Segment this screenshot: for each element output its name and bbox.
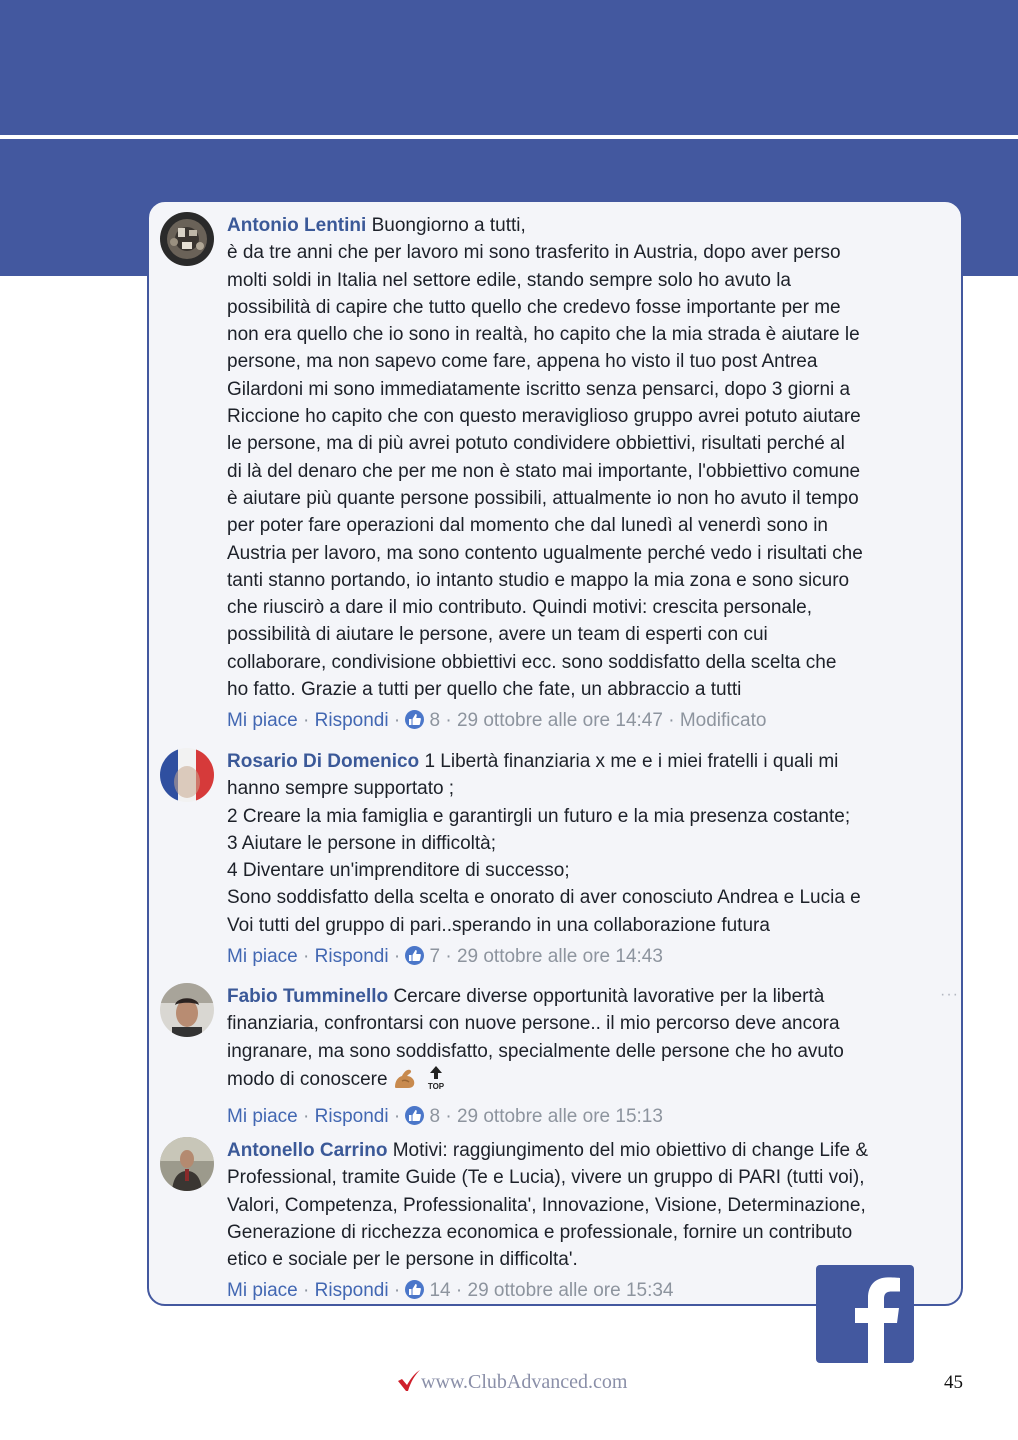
comment-text: Voi tutti del gruppo di pari..sperando in una collaborazione futura bbox=[227, 914, 770, 936]
comment-text: Cercare diverse opportunità lavorative per la libertà bbox=[393, 986, 825, 1007]
separator: · bbox=[668, 710, 675, 732]
timestamp[interactable]: 29 ottobre alle ore 14:43 bbox=[456, 946, 663, 968]
separator: · bbox=[303, 1280, 310, 1302]
comment-text: Buongiorno a tutti, bbox=[371, 215, 526, 236]
author-name[interactable]: Fabio Tumminello bbox=[227, 986, 389, 1007]
comment-text: Austria per lavoro, ma sono contento ugualmente perché vedo i risultati che bbox=[227, 542, 863, 564]
comment-text: tanti stanno portando, io intanto studio e mappo la mia zona e sono sicuro bbox=[227, 569, 850, 591]
author-name[interactable]: Antonio Lentini bbox=[227, 215, 367, 236]
separator: · bbox=[303, 946, 310, 968]
comment-text: Valori, Competenza, Professionalita', Innovazione, Visione, Determinazione, bbox=[227, 1194, 866, 1216]
footer-url-text[interactable]: www.ClubAdvanced.com bbox=[421, 1371, 628, 1393]
like-button[interactable]: Mi piace bbox=[227, 710, 298, 732]
comment-body bbox=[227, 748, 939, 970]
comment-text: Generazione di ricchezza economica e professionale, fornire un contributo bbox=[227, 1221, 853, 1243]
avatar[interactable] bbox=[160, 983, 214, 1037]
comment-text: Gilardoni mi sono immediatamente iscritto senza pensarci, dopo 3 giorni a bbox=[227, 378, 851, 400]
comment-text: modo di conoscere bbox=[227, 1068, 388, 1090]
comment-text: non era quello che io sono in realtà, ho capito che la mia strada è aiutare le bbox=[227, 324, 860, 346]
comment-text: che riuscirò a dare il mio contributo. Quindi motivi: crescita personale, bbox=[227, 597, 813, 619]
comment-body bbox=[227, 983, 939, 1130]
comment-text: possibilità di aiutare le persone, avere un team di esperti con cui bbox=[227, 624, 768, 646]
comment-text: 2 Creare la mia famiglia e garantirgli un futuro e la mia presenza costante; bbox=[227, 805, 851, 827]
comment-text: 1 Libertà finanziaria x me e i miei fratelli i quali mi bbox=[424, 751, 839, 772]
like-button[interactable]: Mi piace bbox=[227, 1280, 298, 1302]
comment-text: di là del denaro che per me non è stato mai importante, l'obbiettivo comune bbox=[227, 460, 861, 482]
comment-text: molti soldi in Italia nel settore edile, stando sempre solo ho avuto la bbox=[227, 269, 791, 291]
comment-text: collaborare, condivisione obbiettivi ecc. sono soddisfatto della scelta che bbox=[227, 651, 837, 673]
comment-text: 4 Diventare un'imprenditore di successo; bbox=[227, 860, 570, 882]
avatar[interactable] bbox=[160, 212, 214, 266]
more-options-icon[interactable]: ··· bbox=[940, 986, 959, 1003]
like-icon[interactable] bbox=[405, 946, 424, 965]
author-name[interactable]: Rosario Di Domenico bbox=[227, 751, 420, 772]
reply-button[interactable]: Rispondi bbox=[314, 1106, 389, 1128]
page-number: 45 bbox=[944, 1372, 963, 1393]
reply-button[interactable]: Rispondi bbox=[314, 1280, 389, 1302]
comments-card bbox=[147, 200, 963, 1306]
comment-text: possibilità di capire che tutto quello che credevo fosse importante per me bbox=[227, 296, 841, 318]
timestamp[interactable]: 29 ottobre alle ore 14:47 bbox=[456, 710, 663, 732]
separator: · bbox=[393, 1106, 401, 1128]
comment-text: hanno sempre supportato ; bbox=[227, 778, 455, 800]
author-name[interactable]: Antonello Carrino bbox=[227, 1140, 388, 1161]
like-count[interactable]: 8 bbox=[429, 710, 441, 732]
separator: · bbox=[393, 946, 401, 968]
reply-button[interactable]: Rispondi bbox=[314, 710, 389, 732]
comment-text: Motivi: raggiungimento del mio obiettivo di change Life & bbox=[392, 1140, 869, 1161]
comment-text: ho fatto. Grazie a tutti per quello che fate, un abbraccio a tutti bbox=[227, 679, 742, 701]
timestamp[interactable]: 29 ottobre alle ore 15:34 bbox=[467, 1280, 674, 1302]
like-count[interactable]: 8 bbox=[429, 1106, 441, 1128]
comment-actions bbox=[227, 707, 939, 734]
comment-actions bbox=[227, 1103, 939, 1130]
flexed-biceps-icon bbox=[392, 1067, 420, 1099]
comment-text: Riccione ho capito che con questo meraviglioso gruppo avrei potuto aiutare bbox=[227, 406, 861, 428]
comment-text: finanziaria, confrontarsi con nuove persone.. il mio percorso deve ancora bbox=[227, 1013, 840, 1035]
like-icon[interactable] bbox=[405, 1280, 424, 1299]
like-icon[interactable] bbox=[405, 1106, 424, 1125]
checkmark-icon bbox=[397, 1370, 421, 1398]
like-button[interactable]: Mi piace bbox=[227, 946, 298, 968]
like-count[interactable]: 7 bbox=[429, 946, 441, 968]
timestamp[interactable]: 29 ottobre alle ore 15:13 bbox=[456, 1106, 663, 1128]
footer-url[interactable] bbox=[397, 1370, 627, 1398]
comment-text: è da tre anni che per lavoro mi sono trasferito in Austria, dopo aver perso bbox=[227, 242, 841, 264]
like-icon[interactable] bbox=[405, 710, 424, 729]
header-band bbox=[0, 0, 1018, 135]
separator: · bbox=[303, 710, 310, 732]
separator: · bbox=[393, 710, 401, 732]
separator: · bbox=[303, 1106, 310, 1128]
top-label: TOP bbox=[427, 1081, 444, 1091]
comment-text: è aiutare più quante persone possibili, attualmente io non ho avuto il tempo bbox=[227, 487, 859, 509]
comment-text: 3 Aiutare le persone in difficoltà; bbox=[227, 832, 496, 854]
separator: · bbox=[445, 710, 452, 732]
comment-text: etico e sociale per le persone in difficolta'. bbox=[227, 1249, 578, 1271]
avatar[interactable] bbox=[160, 1137, 214, 1191]
comment-text: per poter fare operazioni dal momento che dal lunedì al venerdì sono in bbox=[227, 515, 828, 537]
separator: · bbox=[445, 946, 452, 968]
avatar[interactable] bbox=[160, 748, 214, 802]
edited-label[interactable]: Modificato bbox=[679, 710, 767, 732]
comment-text: le persone, ma di più avrei potuto condividere obbiettivi, risultati perché al bbox=[227, 433, 845, 455]
separator: · bbox=[445, 1106, 452, 1128]
comment-text: Sono soddisfatto della scelta e onorato di aver conosciuto Andrea e Lucia e bbox=[227, 887, 861, 909]
comment-text: ingranare, ma sono soddisfatto, specialmente delle persone che ho avuto bbox=[227, 1040, 844, 1062]
comment-text: persone, ma non sapevo come fare, appena ho visto il tuo post Antrea bbox=[227, 351, 818, 373]
separator: · bbox=[455, 1280, 463, 1302]
facebook-logo-icon bbox=[816, 1265, 914, 1363]
comment-text: Professional, tramite Guide (Te e Lucia), vivere un gruppo di PARI (tutti voi), bbox=[227, 1167, 865, 1189]
like-button[interactable]: Mi piace bbox=[227, 1106, 298, 1128]
separator: · bbox=[393, 1280, 401, 1302]
comment-actions bbox=[227, 943, 939, 970]
reply-button[interactable]: Rispondi bbox=[314, 946, 389, 968]
top-arrow-icon bbox=[424, 1065, 448, 1099]
like-count[interactable]: 14 bbox=[429, 1280, 451, 1302]
comment-body bbox=[227, 212, 939, 735]
